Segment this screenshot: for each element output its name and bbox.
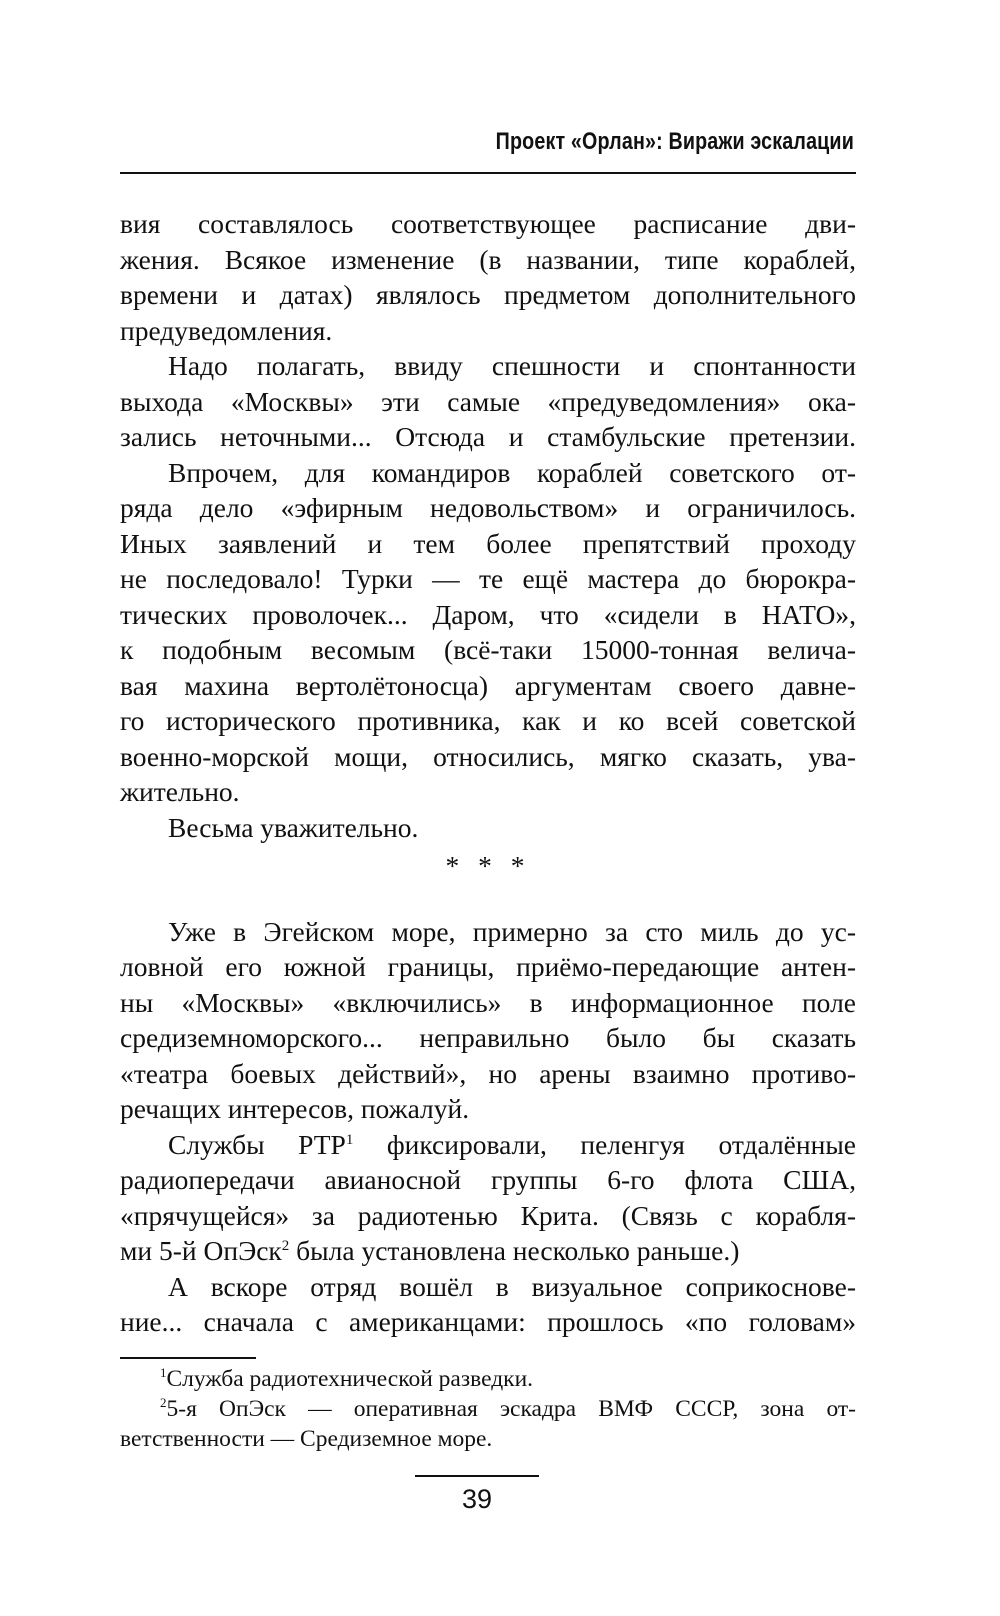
page-number: 39	[461, 1484, 493, 1514]
footnotes	[120, 1364, 856, 1454]
folio-rule	[415, 1475, 539, 1477]
text-line: к подобным весомым (всё-таки 15000-тонная велича-	[120, 634, 856, 665]
paragraph-2	[120, 348, 856, 455]
text-line: зались неточными... Отсюда и стамбульские претензии.	[120, 421, 856, 452]
text-line: Уже в Эгейском море, примерно за сто миль до ус-	[168, 915, 856, 947]
running-title: Проект «Орлан»: Виражи эскалации	[495, 128, 854, 155]
text-line: ряда дело «эфирным недовольством» и ограничилось.	[120, 492, 856, 523]
paragraph-3	[120, 455, 856, 810]
footnote-number: 1	[160, 1365, 167, 1380]
paragraph-1	[120, 206, 856, 348]
footnote-text: 5-я ОпЭск — оперативная эскадра ВМФ СССР, зона от-	[166, 1396, 856, 1422]
text-line: вия составлялось соответствующее расписание дви-	[120, 208, 856, 239]
text-line: выхода «Москвы» эти самые «предуведомления» ока-	[120, 385, 856, 417]
text-line: «прячущейся» за радиотенью Крита. (Связь с корабля-	[120, 1199, 856, 1231]
text-line: го исторического противника, как и ко всей советской	[120, 705, 856, 736]
paragraph-7	[120, 1269, 856, 1340]
footnote-2-continued: ветственности — Средиземное море.	[120, 1426, 493, 1452]
body-text	[120, 206, 856, 1340]
text-fragment: ми 5-й ОпЭск	[120, 1235, 282, 1266]
paragraph-4	[120, 810, 856, 846]
text-line: Иных заявлений и тем более препятствий проходу	[120, 527, 856, 559]
footnote-ref-2: 2	[281, 1238, 290, 1254]
footnote-2	[120, 1394, 856, 1424]
paragraph-5	[120, 914, 856, 1127]
footnote-number: 2	[160, 1395, 167, 1410]
text-fragment: фиксировали, пеленгуя отдалённые	[353, 1128, 857, 1160]
footnote-ref-1: 1	[345, 1131, 354, 1148]
text-fragment: Службы РТР	[168, 1128, 346, 1160]
footnote-text: Служба радиотехнической разведки.	[166, 1366, 534, 1392]
text-line: военно-морской мощи, относились, мягко сказать, ува-	[120, 740, 856, 772]
text-line: ние... сначала с американцами: прошлось «по головам»	[120, 1306, 856, 1337]
text-line	[120, 1233, 856, 1269]
text-line: жения. Всякое изменение (в названии, типе кораблей,	[120, 243, 856, 275]
running-head	[120, 124, 856, 174]
text-line: не последовало! Турки — те ещё мастера до бюрокра-	[120, 563, 856, 594]
text-line: Надо полагать, ввиду спешности и спонтанности	[168, 350, 856, 381]
footnote-1	[120, 1364, 856, 1394]
footnote-rule	[120, 1357, 256, 1359]
text-line: вая махина вертолётоносца) аргументам своего давне-	[120, 669, 856, 701]
text-line: Впрочем, для командиров кораблей советского от-	[168, 456, 856, 488]
text-line: «театра боевых действий», но арены взаимно противо-	[120, 1057, 856, 1089]
text-line	[120, 1127, 856, 1163]
text-line: ловной его южной границы, приёмо-передающие антен-	[120, 951, 856, 982]
text-fragment: была установлена несколько раньше.)	[289, 1235, 740, 1266]
text-line: Весьма уважительно.	[168, 811, 419, 843]
text-line: радиопередачи авианосной группы 6-го флота США,	[120, 1164, 856, 1195]
text-line: жительно.	[120, 776, 240, 807]
section-separator: * * *	[445, 850, 531, 881]
text-line: средиземноморского... неправильно было бы сказать	[120, 1022, 856, 1053]
text-line: времени и датах) являлось предметом дополнительного	[120, 279, 856, 310]
text-line: тических проволочек... Даром, что «сидели в НАТО»,	[120, 598, 856, 630]
text-line: ны «Москвы» «включились» в информационное поле	[120, 986, 856, 1018]
text-line: предуведомления.	[120, 314, 333, 346]
text-line: речащих интересов, пожалуй.	[120, 1093, 470, 1124]
paragraph-6	[120, 1127, 856, 1269]
text-line: А вскоре отряд вошёл в визуальное соприкоснове-	[168, 1270, 856, 1302]
